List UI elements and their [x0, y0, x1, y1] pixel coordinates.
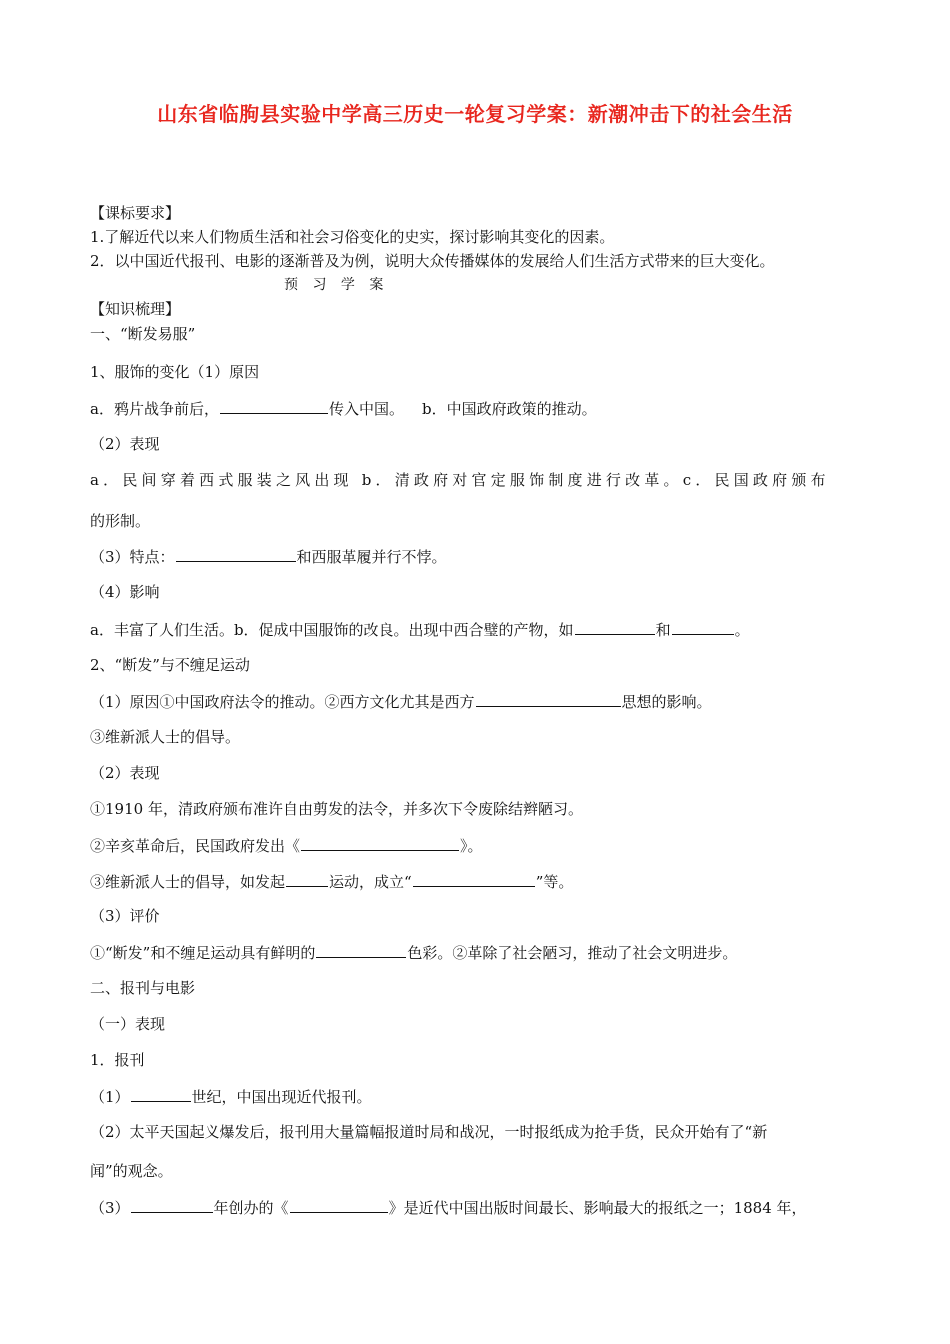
- preview-heading: 预 习 学 案: [284, 277, 389, 293]
- text-line: ①“断发”和不缠足运动具有鲜明的 色彩。②革除了社会陋习，推动了社会文明进步。: [90, 944, 738, 962]
- heading-manifestation: （2）表现: [90, 764, 160, 782]
- heading-newspapers: 1．报刊: [90, 1051, 145, 1069]
- page-title: 山东省临朐县实验中学高三历史一轮复习学案：新潮冲击下的社会生活: [157, 102, 793, 126]
- fill-blank[interactable]: [575, 619, 655, 635]
- heading-manifestation: （一）表现: [90, 1015, 166, 1033]
- fill-blank[interactable]: [316, 942, 406, 958]
- standard-item-2: 2．以中国近代报刊、电影的逐渐普及为例，说明大众传播媒体的发展给人们生活方式带来的巨大变化。: [90, 252, 775, 270]
- section-heading-knowledge: 【知识梳理】: [90, 300, 181, 318]
- heading-manifestation: （2）表现: [90, 435, 160, 453]
- text-line: （1） 世纪，中国出现近代报刊。: [90, 1088, 372, 1106]
- fill-blank[interactable]: [476, 691, 621, 707]
- heading-influence: （4）影响: [90, 583, 160, 601]
- fill-blank[interactable]: [290, 1197, 388, 1213]
- heading-part-one: 一、“断发易服”: [90, 325, 196, 343]
- text-line: a．丰富了人们生活。b．促成中国服饰的改良。出现中西合璧的产物，如 和 。: [90, 621, 750, 639]
- text-line: ①1910 年，清政府颁布准许自由剪发的法令，并多次下令废除结辫陋习。: [90, 800, 583, 818]
- standard-item-1: 1.了解近代以来人们物质生活和社会习俗变化的史实，探讨影响其变化的因素。: [90, 228, 615, 246]
- text-line: （3） 年创办的《 》是近代中国出版时间最长、影响最大的报纸之一；1884 年，: [90, 1199, 807, 1217]
- fill-blank[interactable]: [672, 619, 734, 635]
- section-heading-standards: 【课标要求】: [90, 204, 181, 222]
- fill-blank[interactable]: [413, 871, 535, 887]
- fill-blank[interactable]: [220, 398, 328, 414]
- text-line: ③维新派人士的倡导，如发起 运动，成立“ ”等。: [90, 873, 574, 891]
- text-line: （3）特点： 和西服革履并行不悖。: [90, 548, 447, 566]
- heading-part-two: 二、报刊与电影: [90, 979, 196, 997]
- text-line: a．民间穿着西式服装之风出现 b．清政府对官定服饰制度进行改革。c．民国政府颁布: [90, 471, 830, 489]
- text-line: 闻”的观念。: [90, 1162, 173, 1180]
- heading-hair-foot: 2、“断发”与不缠足运动: [90, 656, 250, 674]
- fill-blank[interactable]: [176, 546, 296, 562]
- text-line: 的形制。: [90, 512, 151, 530]
- text-line: ②辛亥革命后，民国政府发出《 》。: [90, 837, 483, 855]
- text-line: ③维新派人士的倡导。: [90, 728, 241, 746]
- fill-blank[interactable]: [301, 835, 459, 851]
- text-line: （2）太平天国起义爆发后，报刊用大量篇幅报道时局和战况，一时报纸成为抢手货，民众开始有了“新: [90, 1123, 768, 1141]
- fill-blank[interactable]: [286, 871, 328, 887]
- text-line: a．鸦片战争前后， 传入中国。 b．中国政府政策的推动。: [90, 400, 597, 418]
- heading-evaluation: （3）评价: [90, 907, 160, 925]
- text-line: （1）原因①中国政府法令的推动。②西方文化尤其是西方 思想的影响。: [90, 693, 712, 711]
- heading-clothing-causes: 1、服饰的变化（1）原因: [90, 363, 260, 381]
- fill-blank[interactable]: [131, 1086, 191, 1102]
- fill-blank[interactable]: [131, 1197, 213, 1213]
